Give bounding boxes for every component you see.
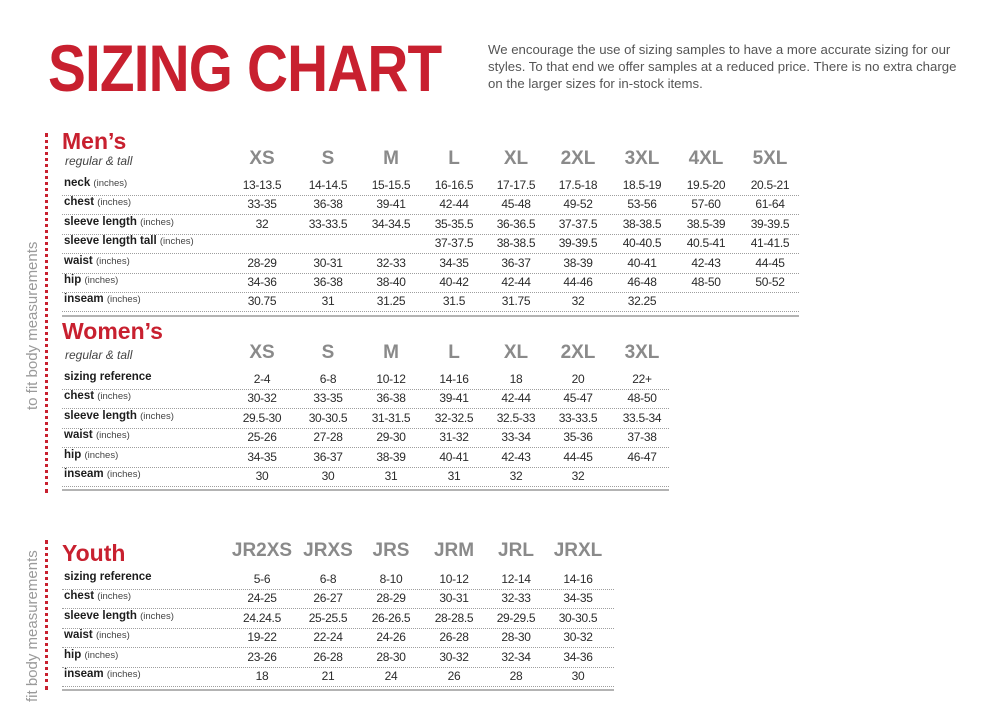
size-heading: S (321, 148, 335, 169)
table-cell: 24 (384, 669, 398, 683)
table-cell: 40-41 (439, 449, 469, 464)
table-cell: 32-33 (376, 255, 406, 270)
table-row (62, 176, 799, 196)
measurement-name: inseam (64, 668, 104, 680)
measurement-unit: (inches) (140, 610, 174, 622)
table-cell: 39-39.5 (558, 236, 598, 251)
size-heading: L (448, 342, 460, 363)
table-cell: 6-8 (319, 572, 337, 586)
youth-title: Youth (62, 540, 126, 566)
table-cell: 30 (321, 469, 335, 483)
table-cell: 29-30 (376, 430, 406, 445)
size-heading: L (448, 148, 460, 169)
measurement-unit: (inches) (140, 216, 174, 228)
table-row (62, 467, 669, 487)
table-cell: 29-29.5 (496, 610, 536, 625)
row-label (64, 629, 130, 641)
size-heading: 3XL (624, 342, 660, 363)
table-cell: 18 (255, 669, 269, 683)
intro-text: We encourage the use of sizing samples to have a more accurate sizing for our styles. To that end we offer samples at a reduced price. There is no extra charge on the larger sizes for in-stock items. (488, 42, 957, 91)
table-cell: 30-30.5 (558, 610, 598, 625)
row-label (64, 235, 194, 247)
measurement-name: waist (64, 629, 93, 642)
table-cell: 28-30 (501, 630, 531, 645)
measurement-name: chest (64, 196, 95, 209)
table-cell: 32-34 (501, 649, 531, 664)
table-row (62, 448, 669, 468)
table-cell: 28-30 (376, 649, 406, 664)
row-label (64, 610, 174, 622)
measurement-name: sleeve length (64, 609, 137, 622)
measurement-unit: (inches) (84, 275, 119, 286)
measurement-name: chest (64, 590, 95, 603)
table-cell: 28 (509, 669, 523, 683)
row-label (64, 571, 152, 583)
mens-bottom-rule (62, 315, 799, 317)
measurement-name: sizing reference (64, 371, 152, 383)
table-cell: 46-47 (627, 449, 657, 464)
table-cell: 10-12 (376, 372, 406, 386)
table-row (62, 570, 614, 590)
table-cell: 6-8 (319, 372, 337, 386)
womens-subtitle: regular & tall (65, 348, 133, 362)
table-cell: 31.25 (376, 294, 406, 309)
row-label (64, 668, 141, 680)
table-cell: 19-22 (247, 630, 277, 645)
table-cell: 31.5 (442, 294, 466, 309)
table-cell: 36-38 (313, 197, 343, 212)
table-cell: 38-40 (376, 275, 406, 289)
table-cell: 30-31 (313, 255, 343, 270)
table-cell: 44-45 (563, 449, 593, 464)
measurement-unit: (inches) (97, 391, 132, 403)
table-cell: 26 (447, 669, 461, 683)
table-cell: 39-39.5 (750, 216, 790, 231)
table-cell: 46-48 (627, 275, 657, 289)
table-cell: 39-41 (376, 197, 406, 212)
table-cell: 28-29 (376, 591, 406, 606)
row-label (64, 293, 141, 305)
table-cell: 32-33 (501, 591, 531, 606)
table-cell: 2-4 (253, 372, 271, 386)
table-cell: 36-37 (501, 255, 531, 270)
measurement-unit: (inches) (159, 236, 194, 248)
table-cell: 48-50 (627, 391, 657, 406)
measurement-name: inseam (64, 293, 104, 306)
table-cell: 14-14.5 (308, 178, 348, 192)
mens-title: Men’s (62, 128, 127, 154)
size-heading: M (383, 342, 399, 363)
table-row (62, 409, 669, 429)
measurement-name: neck (64, 177, 91, 189)
size-heading: JRXS (303, 540, 353, 561)
youth-bottom-rule (62, 689, 614, 691)
table-row (62, 273, 799, 293)
size-heading: XS (249, 342, 275, 363)
table-cell: 40-42 (439, 275, 469, 289)
side-label-fit: fit body measurements (24, 550, 41, 702)
table-cell: 24.24.5 (243, 610, 281, 625)
measurement-unit: (inches) (97, 197, 132, 209)
table-cell: 50-52 (755, 275, 785, 289)
size-heading: XL (503, 342, 529, 363)
table-cell: 37-37.5 (558, 216, 598, 231)
table-cell: 31-32 (439, 430, 469, 445)
table-row (62, 589, 614, 609)
table-cell: 30-31 (439, 591, 469, 606)
measurement-name: hip (64, 648, 82, 661)
size-heading: JRL (498, 540, 534, 561)
table-row (62, 234, 799, 254)
size-heading: 5XL (752, 148, 788, 169)
table-cell: 33-35 (247, 197, 277, 212)
table-row (62, 195, 799, 215)
table-row (62, 389, 669, 409)
table-cell: 42-44 (501, 275, 531, 289)
table-row (62, 628, 614, 648)
table-cell: 35-36 (563, 430, 593, 445)
table-cell: 34-35 (439, 255, 469, 270)
table-cell: 36-37 (313, 449, 343, 464)
table-cell: 38-38.5 (622, 216, 662, 231)
measurement-unit: (inches) (84, 449, 119, 461)
table-cell: 24-25 (247, 591, 277, 606)
table-cell: 57-60 (691, 197, 721, 212)
row-label (64, 274, 118, 286)
side-dotted-rule-top (45, 133, 48, 493)
row-label (64, 649, 118, 661)
table-cell: 30.75 (247, 294, 277, 309)
table-cell: 41-41.5 (750, 236, 790, 251)
table-cell: 37-37.5 (434, 236, 474, 251)
table-cell: 17.5-18 (558, 178, 598, 192)
table-cell: 21 (321, 669, 335, 683)
measurement-name: sleeve length (64, 215, 137, 228)
table-cell: 31.75 (501, 294, 531, 309)
measurement-unit: (inches) (106, 669, 141, 680)
table-cell: 32 (509, 469, 523, 483)
table-cell: 10-12 (439, 572, 469, 586)
measurement-unit: (inches) (84, 649, 119, 661)
measurement-name: waist (64, 254, 93, 267)
table-cell: 42-43 (501, 449, 531, 464)
table-cell: 20.5-21 (750, 178, 790, 192)
table-row (62, 370, 669, 390)
size-heading: 2XL (560, 148, 596, 169)
table-cell: 36-36.5 (496, 216, 536, 231)
row-label (64, 255, 130, 267)
table-cell: 30 (571, 669, 585, 683)
table-cell: 17-17.5 (496, 178, 536, 192)
size-heading: JRXL (553, 540, 603, 561)
table-cell: 22+ (632, 372, 652, 386)
measurement-unit: (inches) (97, 591, 132, 603)
table-cell: 25-26 (247, 430, 277, 445)
row-label (64, 216, 174, 228)
table-cell: 39-41 (439, 391, 469, 406)
table-cell: 14-16 (439, 372, 469, 386)
size-heading: 4XL (688, 148, 724, 169)
table-row (62, 648, 614, 668)
table-cell: 20 (571, 372, 585, 386)
table-cell: 45-47 (563, 391, 593, 406)
table-cell: 48-50 (691, 275, 721, 289)
row-label (64, 449, 118, 461)
table-cell: 34-34.5 (371, 216, 411, 231)
table-cell: 28-29 (247, 255, 277, 270)
page-title: SIZING CHART (48, 31, 442, 105)
table-cell: 27-28 (313, 430, 343, 445)
table-cell: 53-56 (627, 197, 657, 212)
table-cell: 34-36 (563, 649, 593, 664)
table-cell: 32.25 (627, 294, 657, 309)
measurement-name: hip (64, 448, 82, 461)
table-cell: 38.5-39 (686, 216, 726, 231)
table-cell: 42-43 (691, 255, 721, 270)
table-cell: 26-27 (313, 591, 343, 606)
side-label-to-fit: to fit body measurements (24, 241, 41, 410)
table-cell: 49-52 (563, 197, 593, 212)
table-cell: 34-35 (247, 449, 277, 464)
table-cell: 5-6 (253, 572, 271, 586)
table-cell: 12-14 (501, 572, 531, 586)
size-heading: 2XL (560, 342, 596, 363)
table-cell: 18 (509, 372, 523, 386)
table-cell: 42-44 (501, 391, 531, 406)
table-cell: 40-41 (627, 255, 657, 270)
table-cell: 16-16.5 (434, 178, 474, 192)
table-cell: 33-33.5 (308, 216, 348, 231)
measurement-unit: (inches) (93, 178, 128, 189)
table-cell: 40-40.5 (622, 236, 662, 251)
table-cell: 38-39 (376, 449, 406, 464)
table-cell: 13-13.5 (242, 178, 282, 192)
measurement-name: inseam (64, 468, 104, 480)
size-heading: XS (249, 148, 275, 169)
row-label (64, 196, 131, 208)
measurement-name: sleeve length tall (64, 235, 157, 248)
side-dotted-rule-bottom (45, 540, 48, 690)
table-cell: 61-64 (755, 197, 785, 212)
table-cell: 22-24 (313, 630, 343, 645)
table-cell: 32 (255, 216, 269, 231)
womens-title: Women’s (62, 318, 163, 344)
measurement-unit: (inches) (106, 294, 141, 306)
table-row (62, 609, 614, 629)
table-cell: 30-32 (247, 391, 277, 406)
table-cell: 32 (571, 469, 585, 483)
measurement-unit: (inches) (106, 469, 141, 480)
table-cell: 23-26 (247, 649, 277, 664)
table-row (62, 428, 669, 448)
table-cell: 32-32.5 (434, 410, 474, 425)
table-cell: 31 (384, 469, 398, 483)
table-cell: 14-16 (563, 572, 593, 586)
table-cell: 26-28 (313, 649, 343, 664)
table-cell: 26-28 (439, 630, 469, 645)
table-cell: 38-38.5 (496, 236, 536, 251)
womens-bottom-rule (62, 489, 669, 491)
measurement-name: waist (64, 429, 93, 442)
table-cell: 30 (255, 469, 269, 483)
row-label (64, 410, 174, 422)
measurement-unit: (inches) (95, 630, 130, 642)
table-cell: 33-33.5 (558, 410, 598, 425)
size-heading: JRS (372, 540, 410, 561)
table-cell: 30-30.5 (308, 410, 348, 425)
table-cell: 33-34 (501, 430, 531, 445)
measurement-unit: (inches) (140, 410, 174, 422)
table-cell: 31 (321, 294, 335, 309)
row-label (64, 390, 131, 402)
measurement-name: hip (64, 274, 82, 286)
table-cell: 29.5-30 (242, 410, 282, 425)
table-cell: 25-25.5 (308, 610, 348, 625)
table-cell: 31-31.5 (371, 410, 411, 425)
row-label (64, 429, 130, 441)
table-cell: 37-38 (627, 430, 657, 445)
table-cell: 40.5-41 (686, 236, 726, 251)
measurement-name: chest (64, 390, 95, 403)
table-cell: 44-45 (755, 255, 785, 270)
measurement-name: sizing reference (64, 571, 152, 583)
table-row (62, 667, 614, 687)
table-cell: 33-35 (313, 391, 343, 406)
measurement-name: sleeve length (64, 409, 137, 422)
table-cell: 34-35 (563, 591, 593, 606)
table-cell: 32.5-33 (496, 410, 536, 425)
row-label (64, 590, 131, 602)
table-cell: 24-26 (376, 630, 406, 645)
table-cell: 30-32 (563, 630, 593, 645)
table-cell: 8-10 (379, 572, 403, 586)
table-cell: 18.5-19 (622, 178, 662, 192)
table-cell: 36-38 (313, 275, 343, 289)
table-cell: 38-39 (563, 255, 593, 270)
table-cell: 34-36 (247, 275, 277, 289)
table-row (62, 215, 799, 235)
size-heading: S (321, 342, 335, 363)
table-row (62, 254, 799, 274)
table-cell: 33.5-34 (622, 410, 662, 425)
table-cell: 15-15.5 (371, 178, 411, 192)
table-cell: 42-44 (439, 197, 469, 212)
table-cell: 28-28.5 (434, 610, 474, 625)
table-cell: 44-46 (563, 275, 593, 289)
table-cell: 31 (447, 469, 461, 483)
row-label (64, 177, 127, 189)
table-cell: 26-26.5 (371, 610, 411, 625)
table-cell: 32 (571, 294, 585, 309)
row-label (64, 371, 152, 383)
table-cell: 45-48 (501, 197, 531, 212)
mens-subtitle: regular & tall (65, 154, 133, 168)
measurement-unit: (inches) (95, 255, 130, 267)
table-cell: 19.5-20 (686, 178, 726, 192)
size-heading: JR2XS (231, 540, 293, 561)
size-heading: 3XL (624, 148, 660, 169)
table-row (62, 292, 799, 312)
table-cell: 36-38 (376, 391, 406, 406)
size-heading: M (383, 148, 399, 169)
size-heading: JRM (433, 540, 475, 561)
table-cell: 30-32 (439, 649, 469, 664)
measurement-unit: (inches) (95, 430, 130, 442)
row-label (64, 468, 141, 480)
size-heading: XL (503, 148, 529, 169)
table-cell: 35-35.5 (434, 216, 474, 231)
